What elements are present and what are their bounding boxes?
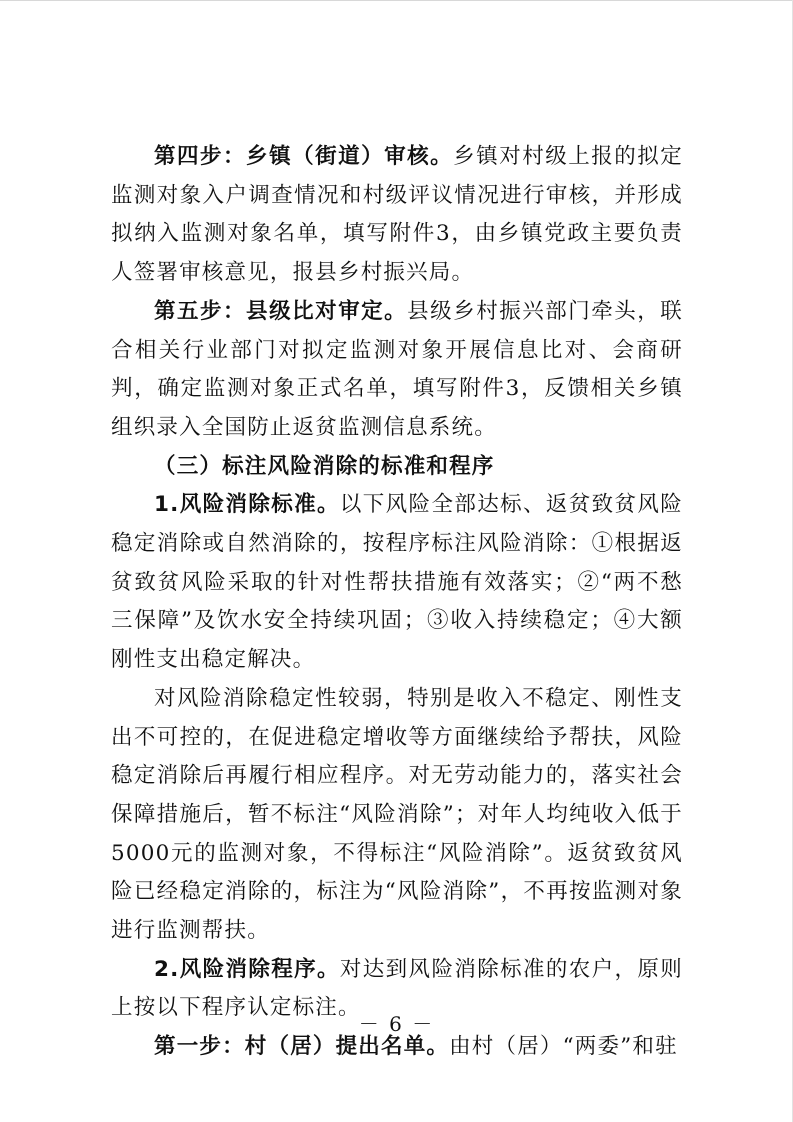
step-five-text: 县级乡村振兴部门牵头，联合相关行业部门对拟定监测对象开展信息比对、会商研判，确定监测对象正式名单，填写附件3，反馈相关乡镇组织录入全国防止返贫监测信息系统。 [111,298,684,440]
risk-standard-text: 以下风险全部达标、返贫致贫风险稳定消除或自然消除的，按程序标注风险消除：①根据返贫致贫风险采取的针对性帮扶措施有效落实；②“两不愁三保障”及饮水安全持续巩固；③收入持续稳定；④大额刚性支出稳定解决。 [111,492,683,673]
section-heading-three: （三）标注风险消除的标准和程序 [154,453,495,479]
paragraph-risk-stability [111,680,683,951]
risk-procedure-title: 2.风险消除程序。 [154,956,340,982]
step-one-title: 第一步：村（居）提出名单。 [154,1034,450,1060]
paragraph-step-four [111,138,683,293]
step-one-text: 由村（居）“两委”和驻 [449,1034,678,1060]
risk-procedure-text: 对达到风险消除标准的农户，原则上按以下程序认定标注。 [111,956,683,1021]
step-four-text: 乡镇对村级上报的拟定监测对象入户调查情况和村级评议情况进行审核，并形成拟纳入监测对象名单，填写附件3，由乡镇党政主要负责人签署审核意见，报县乡村振兴局。 [111,144,683,286]
paragraph-step-five [111,293,683,448]
page-top-border [0,0,793,1]
document-body [111,138,683,1067]
risk-stability-text: 对风险消除稳定性较弱，特别是收入不稳定、刚性支出不可控的，在促进稳定增收等方面继续给予帮扶，风险稳定消除后再履行相应程序。对无劳动能力的，落实社会保障措施后，暂不标注“风险消除”；对年人均纯收入低于5000元的监测对象，不得标注“风险消除”。返贫致贫风险已经稳定消除的，标注为“风险消除”，不再按监测对象进行监测帮扶。 [111,685,683,944]
step-five-title: 第五步：县级比对审定。 [154,298,408,324]
step-four-title: 第四步：乡镇（街道）审核。 [154,144,454,169]
risk-standard-title: 1.风险消除标准。 [154,492,340,518]
page-number: － 6 － [358,1012,435,1036]
paragraph-risk-standard [111,486,683,680]
